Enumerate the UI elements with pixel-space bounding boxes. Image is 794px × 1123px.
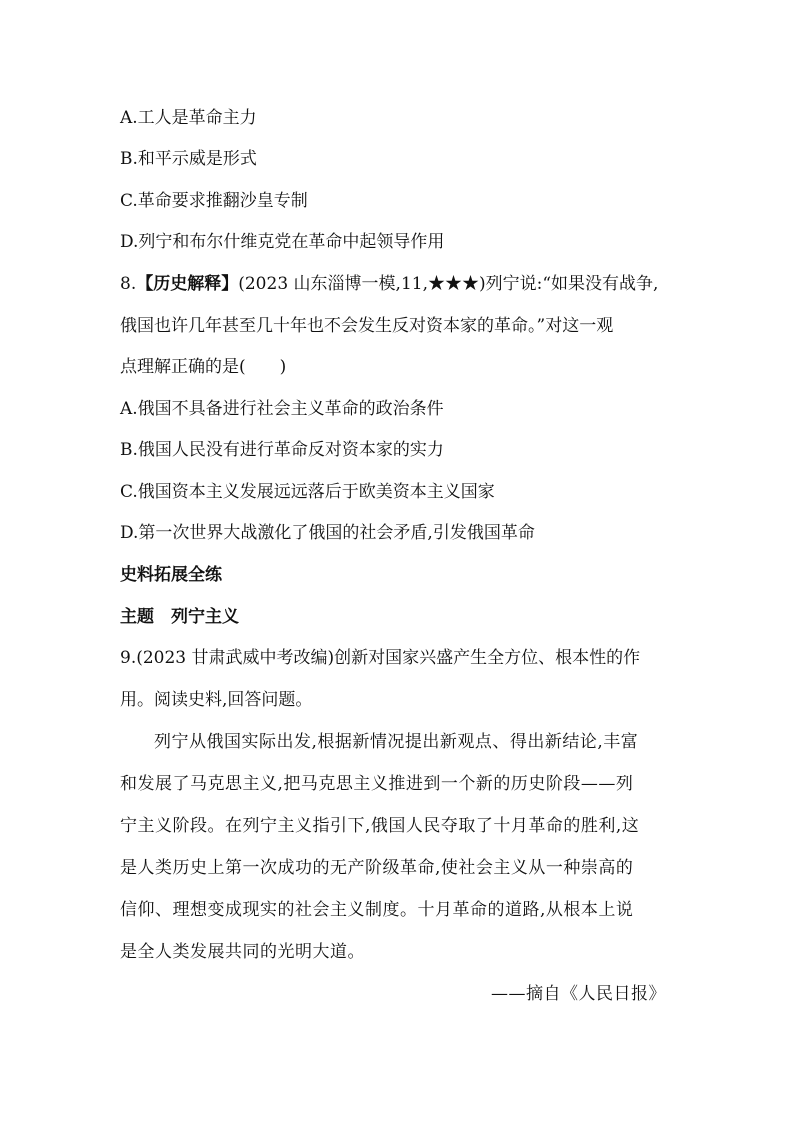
q8-source-meta: (2023 山东淄博一模,11,★★★) bbox=[238, 274, 486, 294]
q9-passage-line-6: 是全人类发展共同的光明大道。 bbox=[120, 942, 365, 962]
q9-passage-source: ——摘自《人民日报》 bbox=[491, 984, 666, 1004]
q9-stem-line-1: 9.(2023 甘肃武威中考改编)创新对国家兴盛产生全方位、根本性的作 bbox=[120, 648, 641, 668]
q7-option-b: B.和平示威是形式 bbox=[120, 149, 257, 169]
q9-passage-line-2: 和发展了马克思主义,把马克思主义推进到一个新的历史阶段——列 bbox=[120, 774, 634, 794]
q8-stem-line-3: 点理解正确的是( ) bbox=[120, 357, 287, 377]
q8-option-b: B.俄国人民没有进行革命反对资本家的实力 bbox=[120, 440, 444, 460]
q8-stem-start: 列宁说:“如果没有战争, bbox=[485, 274, 659, 294]
q8-option-a: A.俄国不具备进行社会主义革命的政治条件 bbox=[120, 399, 444, 419]
section-title: 史料拓展全练 bbox=[120, 565, 222, 585]
q8-option-c: C.俄国资本主义发展远远落后于欧美资本主义国家 bbox=[120, 482, 495, 502]
q9-passage-line-3: 宁主义阶段。在列宁主义指引下,俄国人民夺取了十月革命的胜利,这 bbox=[120, 816, 640, 836]
q7-option-c: C.革命要求推翻沙皇专制 bbox=[120, 191, 308, 211]
q9-passage-line-5: 信仰、理想变成现实的社会主义制度。十月革命的道路,从根本上说 bbox=[120, 900, 634, 920]
section-topic: 主题 列宁主义 bbox=[120, 607, 239, 627]
q8-tag: 【历史解释】 bbox=[136, 274, 239, 294]
q8-option-d: D.第一次世界大战激化了俄国的社会矛盾,引发俄国革命 bbox=[120, 523, 535, 543]
q9-stem-line-2: 用。阅读史料,回答问题。 bbox=[120, 690, 313, 710]
q7-option-a: A.工人是革命主力 bbox=[120, 108, 257, 128]
q8-stem-line-2: 俄国也许几年甚至几十年也不会发生反对资本家的革命。”对这一观 bbox=[120, 316, 614, 336]
q8-stem-line-1 bbox=[120, 272, 658, 296]
q8-number: 8. bbox=[120, 274, 137, 294]
q7-option-d: D.列宁和布尔什维克党在革命中起领导作用 bbox=[120, 232, 445, 252]
q9-passage-line-4: 是人类历史上第一次成功的无产阶级革命,使社会主义从一种崇高的 bbox=[120, 858, 634, 878]
q9-passage-line-1: 列宁从俄国实际出发,根据新情况提出新观点、得出新结论,丰富 bbox=[154, 732, 639, 752]
